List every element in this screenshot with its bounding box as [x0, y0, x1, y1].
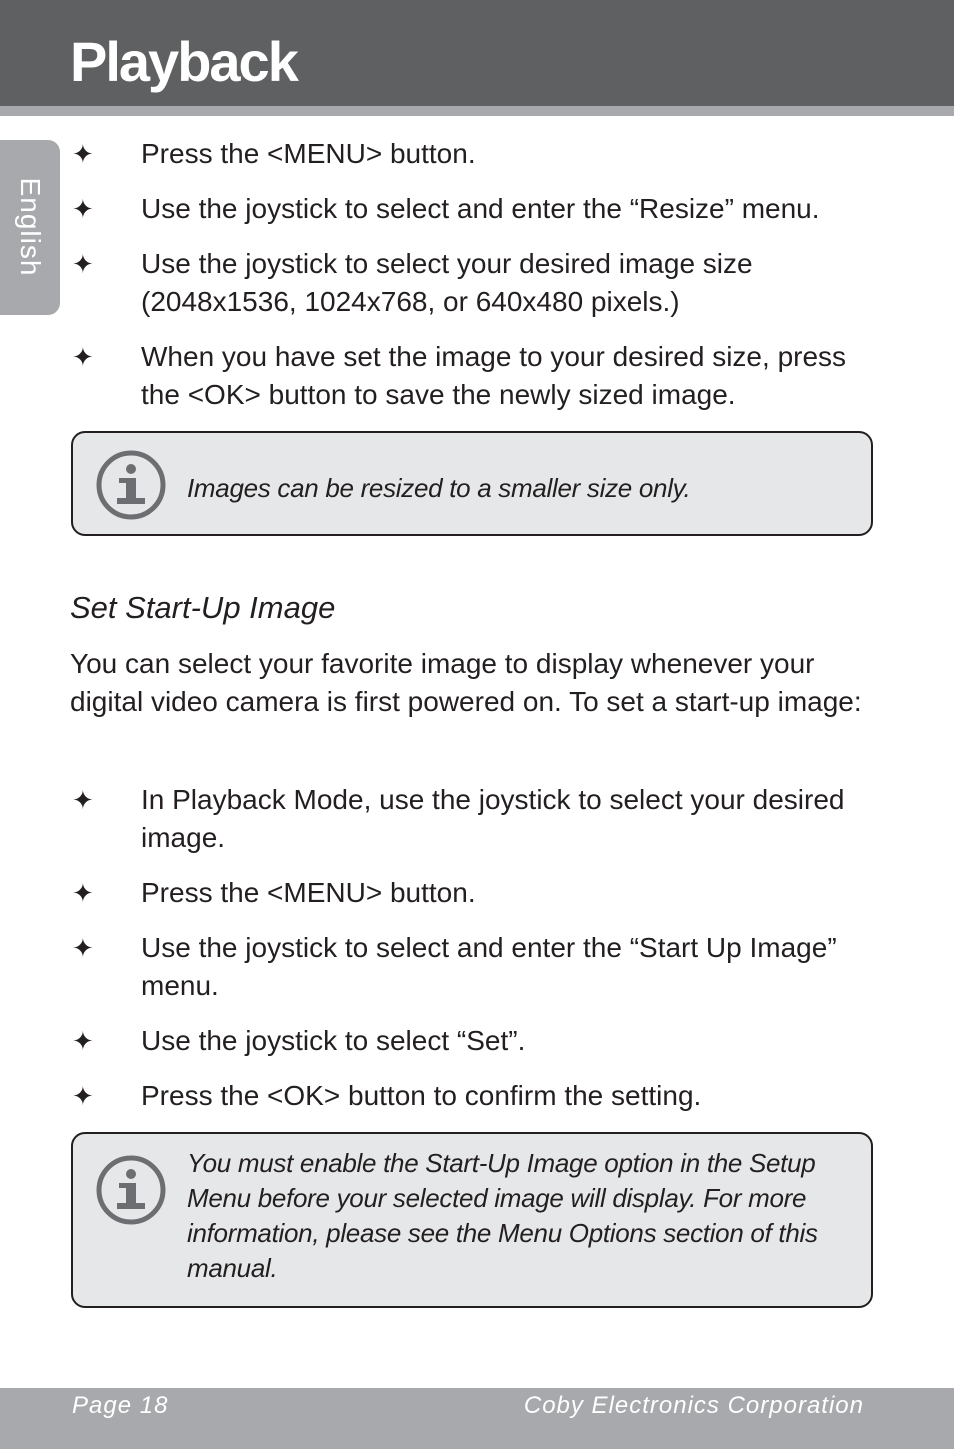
info-note: [71, 1132, 873, 1308]
list-item: [70, 245, 890, 321]
step-text: In Playback Mode, use the joystick to select your desired image.: [141, 784, 845, 853]
step-text: Use the joystick to select your desired image size (2048x1536, 1024x768, or 640x480 pixels.): [141, 248, 753, 317]
step-text: Press the <MENU> button.: [141, 877, 476, 908]
list-item: [70, 338, 890, 414]
list-item: [70, 874, 890, 912]
star-bullet-icon: ✦: [72, 139, 94, 169]
step-text: When you have set the image to your desired size, press the <OK> button to save the newly sized image.: [141, 341, 847, 410]
step-text: Press the <MENU> button.: [141, 138, 476, 169]
language-label: English: [15, 177, 46, 277]
header-stripe: [0, 106, 954, 116]
intro-paragraph: You can select your favorite image to display whenever your digital video camera is first powered on. To set a start-up image:: [70, 648, 862, 717]
star-bullet-icon: ✦: [72, 878, 94, 908]
star-bullet-icon: ✦: [72, 194, 94, 224]
list-item: [70, 135, 890, 173]
step-text: Press the <OK> button to confirm the setting.: [141, 1080, 702, 1111]
list-item: [70, 1077, 890, 1115]
resize-steps-list: [70, 135, 890, 431]
star-bullet-icon: ✦: [72, 1081, 94, 1111]
star-bullet-icon: ✦: [72, 785, 94, 815]
info-icon: [95, 1154, 167, 1226]
list-item: [70, 1022, 890, 1060]
star-bullet-icon: ✦: [72, 933, 94, 963]
note-text: Images can be resized to a smaller size only.: [187, 473, 691, 503]
note-text: You must enable the Start-Up Image option in the Setup Menu before your selected image will display. For more information, please see the Menu Options section of this manual.: [187, 1148, 818, 1283]
page-title: Playback: [70, 30, 297, 93]
star-bullet-icon: ✦: [72, 1026, 94, 1056]
section-heading: Set Start-Up Image: [70, 590, 336, 625]
page-number: Page 18: [72, 1392, 169, 1419]
list-item: [70, 190, 890, 228]
star-bullet-icon: ✦: [72, 342, 94, 372]
step-text: Use the joystick to select and enter the “Start Up Image” menu.: [141, 932, 837, 1001]
list-item: [70, 781, 890, 857]
step-text: Use the joystick to select “Set”.: [141, 1025, 526, 1056]
info-icon: [95, 449, 167, 521]
star-bullet-icon: ✦: [72, 249, 94, 279]
info-note: [71, 431, 873, 536]
startup-steps-list: [70, 781, 890, 1132]
step-text: Use the joystick to select and enter the “Resize” menu.: [141, 193, 820, 224]
company-name: Coby Electronics Corporation: [523, 1392, 864, 1419]
list-item: [70, 929, 890, 1005]
